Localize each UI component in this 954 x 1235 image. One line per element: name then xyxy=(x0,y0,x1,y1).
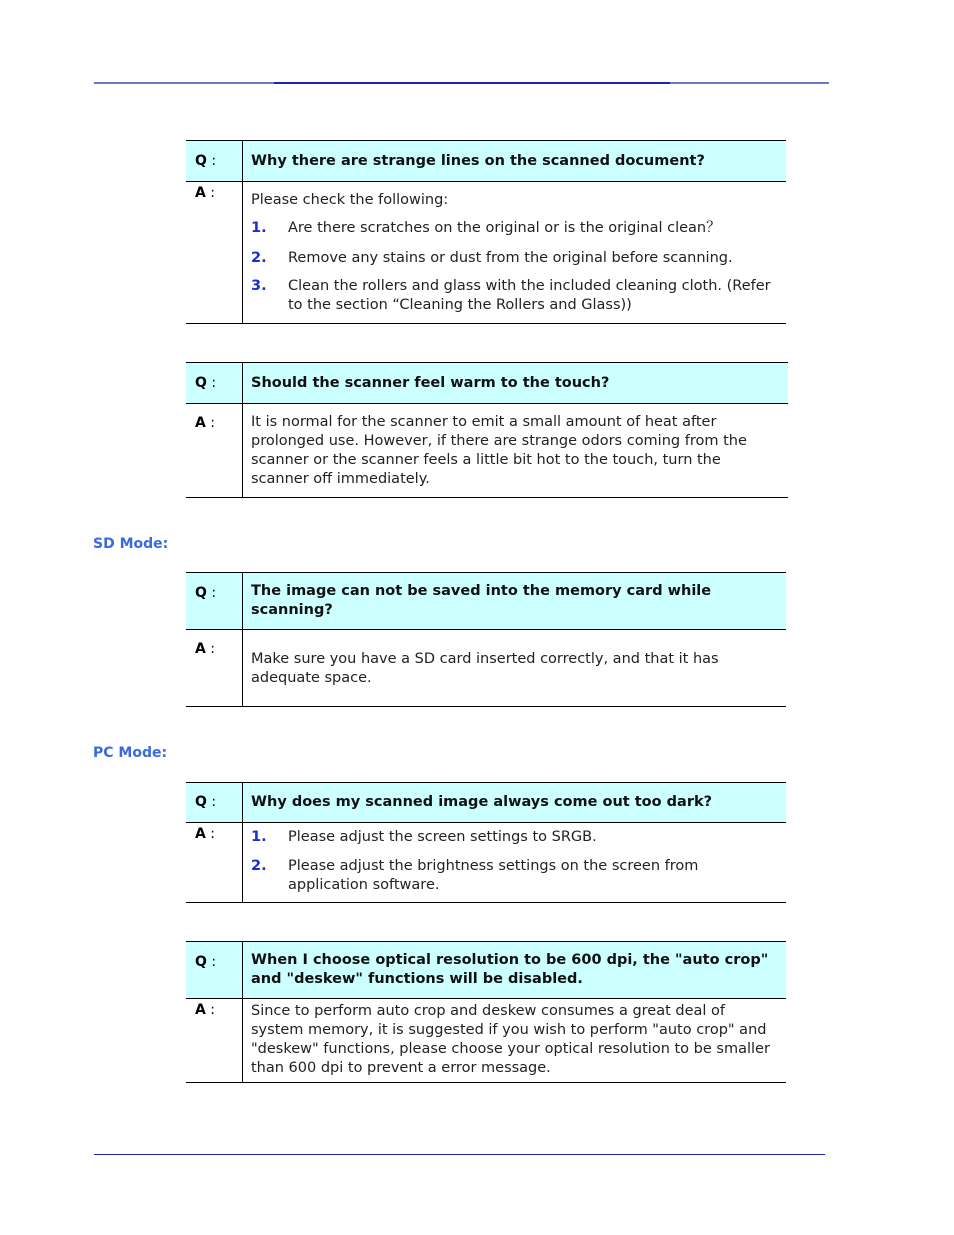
question-row xyxy=(186,942,786,999)
answer-body xyxy=(243,182,786,323)
answer-text: Make sure you have a SD card inserted correctly, and that it has adequate space. xyxy=(251,651,719,686)
list-item: 2. Remove any stains or dust from the original before scanning. xyxy=(251,250,733,266)
a-label: A : xyxy=(186,823,243,902)
question-row xyxy=(186,141,786,182)
qa-memory-card xyxy=(186,572,786,707)
q-label: Q : xyxy=(186,942,243,998)
answer-row xyxy=(186,823,786,902)
a-label: A : xyxy=(186,182,243,323)
answer-text: Since to perform auto crop and deskew consumes a great deal of system memory, it is suggested if you wish to perform "auto crop" and "deskew" functions, please choose your optical resolution to be smaller than 600 dpi to prevent a error message. xyxy=(251,1003,770,1076)
question-text: Why does my scanned image always come out too dark? xyxy=(251,794,713,810)
answer-row xyxy=(186,404,788,497)
list-item: 1. Are there scratches on the original or is the original clean？ xyxy=(251,220,721,236)
question-text: Should the scanner feel warm to the touch? xyxy=(251,374,610,391)
a-label: A : xyxy=(186,404,243,497)
a-label: A : xyxy=(186,999,243,1082)
q-label: Q : xyxy=(186,573,243,629)
answer-text: It is normal for the scanner to emit a small amount of heat after prolonged use. However, if there are strange odors coming from the scanner or the scanner feels a little bit hot to the touch, turn the scanner off immediately. xyxy=(251,414,747,487)
section-heading-sd-mode: SD Mode: xyxy=(93,536,169,552)
question-text: Why there are strange lines on the scanned document? xyxy=(251,152,705,169)
qa-warm-touch xyxy=(186,362,788,498)
header-rule xyxy=(94,82,829,84)
question-text: When I choose optical resolution to be 600 dpi, the "auto crop" and "deskew" functions will be disabled. xyxy=(251,952,769,987)
q-label: Q : xyxy=(186,783,243,822)
qa-too-dark xyxy=(186,782,786,903)
q-label: Q : xyxy=(186,363,243,403)
answer-row xyxy=(186,999,786,1082)
question-row xyxy=(186,783,786,823)
answer-row xyxy=(186,630,786,706)
a-label: A : xyxy=(186,630,243,706)
section-heading-pc-mode: PC Mode: xyxy=(93,745,168,761)
answer-intro: Please check the following: xyxy=(251,192,449,208)
qa-600-dpi xyxy=(186,941,786,1083)
list-item: 3. Clean the rollers and glass with the included cleaning cloth. (Refer to the section “Cleaning the Rollers and Glass)) xyxy=(251,278,771,313)
question-row xyxy=(186,573,786,630)
footer-rule xyxy=(94,1154,825,1155)
question-row xyxy=(186,363,788,404)
list-item: 1. Please adjust the screen settings to SRGB. xyxy=(251,829,597,845)
answer-row xyxy=(186,182,786,323)
answer-body xyxy=(243,823,786,902)
question-text: The image can not be saved into the memory card while scanning? xyxy=(251,583,712,618)
qa-strange-lines xyxy=(186,140,786,324)
list-item: 2. Please adjust the brightness settings on the screen from application software. xyxy=(251,858,699,893)
q-label: Q : xyxy=(186,141,243,181)
